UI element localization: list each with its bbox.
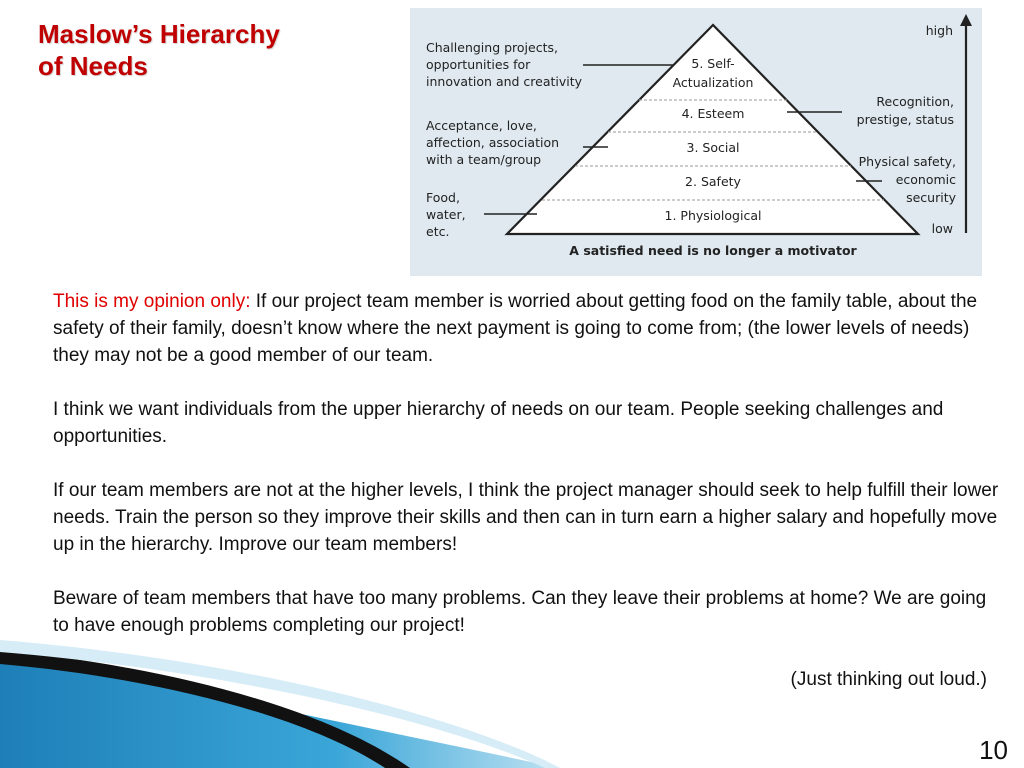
note-self-actualization: innovation and creativity xyxy=(426,74,583,89)
note-esteem: Recognition, xyxy=(876,94,954,109)
note-safety: economic xyxy=(895,172,956,187)
level-label: Actualization xyxy=(672,75,754,90)
note-physiological: Food, xyxy=(426,190,460,205)
axis-high-label: high xyxy=(925,23,953,38)
maslow-pyramid-diagram xyxy=(410,8,982,276)
page-number: 10 xyxy=(979,735,1008,765)
axis-arrow-head xyxy=(960,14,972,26)
note-self-actualization: Challenging projects, xyxy=(426,40,558,55)
paragraph: If our team members are not at the higher levels, I think the project manager should seek to help fulfill their lower needs. Train the person so they improve their skills and then can in turn earn a higher salary and hopefully move up in the hierarchy. Improve our team members! xyxy=(53,480,999,555)
note-esteem: prestige, status xyxy=(856,112,954,127)
slide-body xyxy=(53,288,1003,693)
note-social: affection, association xyxy=(426,135,560,150)
level-label: 3. Social xyxy=(686,140,740,155)
note-safety: Physical safety, xyxy=(858,154,956,169)
closing-aside: (Just thinking out loud.) xyxy=(790,669,987,690)
slide-title xyxy=(38,18,358,82)
note-safety: security xyxy=(906,190,956,205)
axis-low-label: low xyxy=(931,221,953,236)
paragraph xyxy=(53,288,1003,369)
level-label: 4. Esteem xyxy=(681,106,745,121)
paragraph: Beware of team members that have too many problems. Can they leave their problems at home? We are going to have enough problems completing our project! xyxy=(53,588,987,636)
note-physiological: etc. xyxy=(426,224,450,239)
diagram-caption: A satisfied need is no longer a motivator xyxy=(569,243,857,258)
level-label: 5. Self- xyxy=(691,56,735,71)
pyramid-svg xyxy=(410,8,982,276)
note-social: Acceptance, love, xyxy=(426,118,537,133)
level-label: 1. Physiological xyxy=(664,208,762,223)
level-label: 2. Safety xyxy=(685,174,741,189)
slide-title-line2: of Needs xyxy=(38,51,148,81)
paragraph-text: If our project team member is worried about getting food on the family table, about the safety of their family, doesn’t know where the next payment is going to come from; (the lower levels of needs) they may not be a good member of our team. xyxy=(53,291,978,366)
note-physiological: water, xyxy=(426,207,466,222)
slide-title-line1: Maslow’s Hierarchy xyxy=(38,19,280,49)
paragraph: I think we want individuals from the upper hierarchy of needs on our team. People seeking challenges and opportunities. xyxy=(53,399,944,447)
note-social: with a team/group xyxy=(426,152,542,167)
note-self-actualization: opportunities for xyxy=(426,57,531,72)
opinion-prefix: This is my opinion only: xyxy=(53,291,251,312)
